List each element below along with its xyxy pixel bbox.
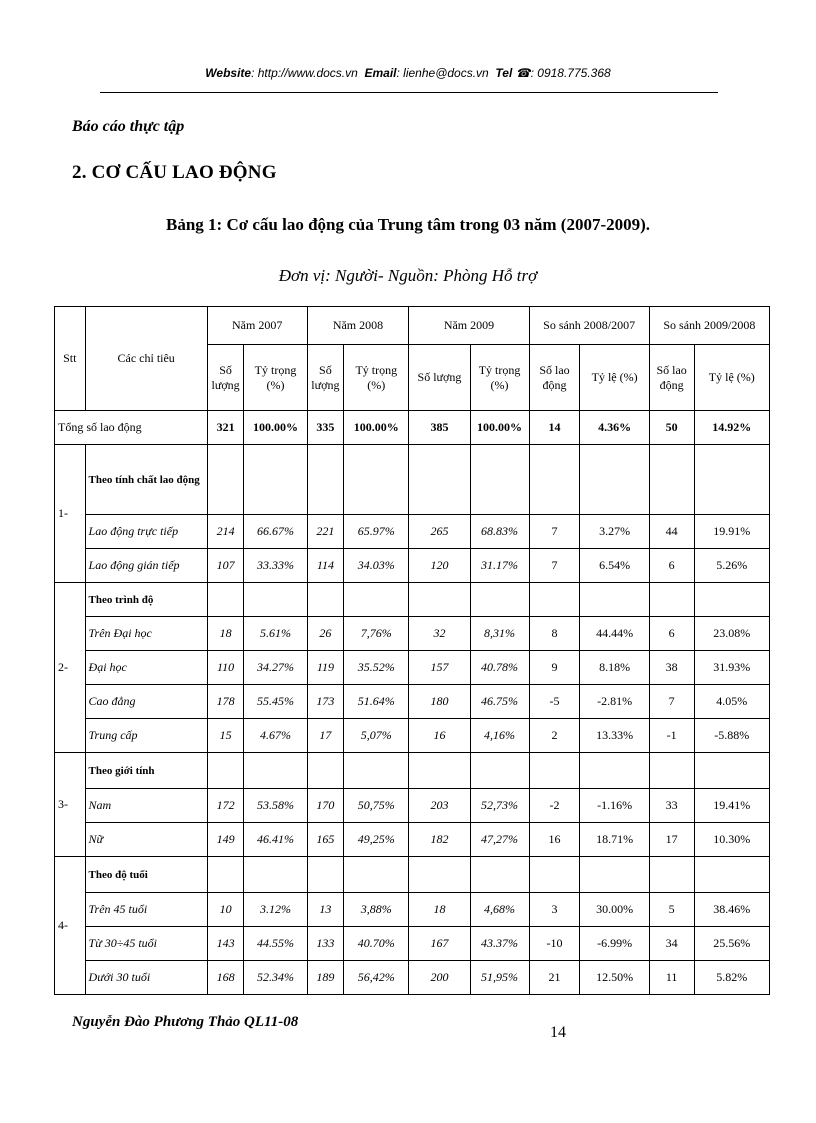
table-cell: 7 — [649, 685, 694, 719]
empty-cell — [470, 857, 529, 893]
table-cell: 10 — [207, 893, 244, 927]
table-row — [55, 617, 770, 651]
section-title-row — [55, 857, 770, 893]
table-row — [55, 685, 770, 719]
row-label: Trung cấp — [85, 719, 207, 753]
table-cell: -2 — [529, 789, 580, 823]
table-cell: 30.00% — [580, 893, 649, 927]
section-stt: 4- — [55, 857, 86, 995]
table-cell: 44.44% — [580, 617, 649, 651]
row-label: Cao đẳng — [85, 685, 207, 719]
table-cell: 26 — [307, 617, 344, 651]
table-cell: 173 — [307, 685, 344, 719]
website-value: : http://www.docs.vn — [251, 66, 358, 80]
table-cell: 33 — [649, 789, 694, 823]
table-cell: 44.55% — [244, 927, 307, 961]
table-cell: 7 — [529, 515, 580, 549]
table-cell: 100.00% — [244, 411, 307, 445]
table-cell: 15 — [207, 719, 244, 753]
empty-cell — [649, 857, 694, 893]
row-label: Đại học — [85, 651, 207, 685]
table-cell: 4,68% — [470, 893, 529, 927]
table-cell: 165 — [307, 823, 344, 857]
tel-label: Tel — [495, 66, 513, 80]
section-title: Theo trình độ — [85, 583, 207, 617]
empty-cell — [344, 583, 409, 617]
table-cell: 182 — [409, 823, 470, 857]
table-cell: 8 — [529, 617, 580, 651]
table-row — [55, 789, 770, 823]
table-cell: -1 — [649, 719, 694, 753]
empty-cell — [307, 753, 344, 789]
table-cell: 46.41% — [244, 823, 307, 857]
table-cell: 189 — [307, 961, 344, 995]
table-cell: 47,27% — [470, 823, 529, 857]
table-cell: 110 — [207, 651, 244, 685]
subheader: Tỷ lệ (%) — [580, 345, 649, 411]
header-group: Năm 2009 — [409, 307, 529, 345]
table-cell: 17 — [649, 823, 694, 857]
table-cell: 11 — [649, 961, 694, 995]
table-cell: -1.16% — [580, 789, 649, 823]
header-criteria: Các chỉ tiêu — [85, 307, 207, 411]
header-stt: Stt — [55, 307, 86, 411]
subheader: Tỷ trọng (%) — [244, 345, 307, 411]
empty-cell — [409, 753, 470, 789]
table-cell: 18 — [207, 617, 244, 651]
table-cell: 66.67% — [244, 515, 307, 549]
table-cell: 52,73% — [470, 789, 529, 823]
table-row — [55, 549, 770, 583]
table-cell: 168 — [207, 961, 244, 995]
table-cell: 34.03% — [344, 549, 409, 583]
table-cell: 18.71% — [580, 823, 649, 857]
table-cell: 44 — [649, 515, 694, 549]
table-cell: 33.33% — [244, 549, 307, 583]
table-cell: 180 — [409, 685, 470, 719]
row-label: Dưới 30 tuổi — [85, 961, 207, 995]
table-cell: 65.97% — [344, 515, 409, 549]
table-cell: 9 — [529, 651, 580, 685]
empty-cell — [344, 445, 409, 515]
section-title: Theo giới tính — [85, 753, 207, 789]
empty-cell — [694, 445, 769, 515]
empty-cell — [580, 445, 649, 515]
table-cell: 3.27% — [580, 515, 649, 549]
table-cell: -5 — [529, 685, 580, 719]
doc-label: Báo cáo thực tập — [72, 118, 185, 135]
table-cell: 68.83% — [470, 515, 529, 549]
empty-cell — [529, 857, 580, 893]
table-cell: 6 — [649, 617, 694, 651]
table-cell: 14 — [529, 411, 580, 445]
table-cell: 6.54% — [580, 549, 649, 583]
section-title-row — [55, 583, 770, 617]
header-group: Năm 2007 — [207, 307, 307, 345]
table-cell: 16 — [409, 719, 470, 753]
table-cell: 3 — [529, 893, 580, 927]
table-cell: 19.91% — [694, 515, 769, 549]
section-title-row — [55, 445, 770, 515]
website-label: Website — [205, 66, 252, 80]
table-row — [55, 893, 770, 927]
empty-cell — [470, 445, 529, 515]
table-cell: 50,75% — [344, 789, 409, 823]
page-number: 14 — [550, 1024, 566, 1041]
table-cell: 25.56% — [694, 927, 769, 961]
row-label: Trên 45 tuổi — [85, 893, 207, 927]
header-group: Năm 2008 — [307, 307, 409, 345]
table-cell: 4.05% — [694, 685, 769, 719]
table-cell: 2 — [529, 719, 580, 753]
table-cell: 143 — [207, 927, 244, 961]
row-label: Lao động trực tiếp — [85, 515, 207, 549]
subheader: Tỷ trọng (%) — [470, 345, 529, 411]
empty-cell — [529, 583, 580, 617]
email-value: : lienhe@docs.vn — [396, 66, 489, 80]
empty-cell — [470, 753, 529, 789]
empty-cell — [307, 583, 344, 617]
table-cell: 53.58% — [244, 789, 307, 823]
table-cell: 203 — [409, 789, 470, 823]
table-cell: 100.00% — [344, 411, 409, 445]
table-cell: 5.82% — [694, 961, 769, 995]
empty-cell — [344, 857, 409, 893]
subheader: Tỷ lệ (%) — [694, 345, 769, 411]
empty-cell — [694, 857, 769, 893]
table-row — [55, 927, 770, 961]
empty-cell — [244, 753, 307, 789]
table-cell: 12.50% — [580, 961, 649, 995]
table-cell: 40.78% — [470, 651, 529, 685]
table-cell: 8.18% — [580, 651, 649, 685]
empty-cell — [580, 753, 649, 789]
phone-icon: ☎ — [515, 66, 531, 80]
table-cell: 10.30% — [694, 823, 769, 857]
table-cell: 21 — [529, 961, 580, 995]
empty-cell — [244, 445, 307, 515]
tel-value: : 0918.775.368 — [530, 66, 611, 80]
subheader: Số lượng — [409, 345, 470, 411]
table-cell: 32 — [409, 617, 470, 651]
empty-cell — [649, 445, 694, 515]
table-cell: 265 — [409, 515, 470, 549]
section-title: Theo tính chất lao động — [85, 445, 207, 515]
header-group: So sánh 2008/2007 — [529, 307, 649, 345]
empty-cell — [580, 857, 649, 893]
empty-cell — [694, 753, 769, 789]
table-cell: 5.61% — [244, 617, 307, 651]
empty-cell — [649, 583, 694, 617]
table-cell: 51.64% — [344, 685, 409, 719]
table-cell: -10 — [529, 927, 580, 961]
table-cell: 114 — [307, 549, 344, 583]
table-cell: 119 — [307, 651, 344, 685]
table-cell: 157 — [409, 651, 470, 685]
table-cell: 18 — [409, 893, 470, 927]
empty-cell — [409, 857, 470, 893]
table-cell: 19.41% — [694, 789, 769, 823]
table-row — [55, 961, 770, 995]
table-cell: 172 — [207, 789, 244, 823]
table-cell: 34 — [649, 927, 694, 961]
table-cell: 35.52% — [344, 651, 409, 685]
table-cell: 120 — [409, 549, 470, 583]
empty-cell — [307, 857, 344, 893]
table-cell: 13.33% — [580, 719, 649, 753]
table-row — [55, 823, 770, 857]
row-label: Nam — [85, 789, 207, 823]
empty-cell — [307, 445, 344, 515]
table-row — [55, 515, 770, 549]
labor-structure-table — [54, 306, 770, 995]
empty-cell — [580, 583, 649, 617]
table-cell: 385 — [409, 411, 470, 445]
table-cell: -6.99% — [580, 927, 649, 961]
table-cell: 3,88% — [344, 893, 409, 927]
table-cell: 107 — [207, 549, 244, 583]
table-cell: -2.81% — [580, 685, 649, 719]
empty-cell — [409, 445, 470, 515]
empty-cell — [470, 583, 529, 617]
empty-cell — [694, 583, 769, 617]
empty-cell — [529, 445, 580, 515]
table-cell: 214 — [207, 515, 244, 549]
subheader: Số lượng — [307, 345, 344, 411]
empty-cell — [344, 753, 409, 789]
empty-cell — [649, 753, 694, 789]
table-cell: 52.34% — [244, 961, 307, 995]
table-title: Bảng 1: Cơ cấu lao động của Trung tâm trong 03 năm (2007-2009). — [165, 215, 651, 234]
row-label: Nữ — [85, 823, 207, 857]
table-cell: 8,31% — [470, 617, 529, 651]
table-cell: 40.70% — [344, 927, 409, 961]
table-cell: 178 — [207, 685, 244, 719]
table-cell: 13 — [307, 893, 344, 927]
table-cell: 100.00% — [470, 411, 529, 445]
table-unit: Đơn vị: Người- Nguồn: Phòng Hỗ trợ — [278, 266, 538, 285]
table-cell: 49,25% — [344, 823, 409, 857]
subheader: Số lao động — [529, 345, 580, 411]
table-cell: 149 — [207, 823, 244, 857]
row-label: Trên Đại học — [85, 617, 207, 651]
total-row — [55, 411, 770, 445]
section-title-row — [55, 753, 770, 789]
section-stt: 3- — [55, 753, 86, 857]
table-cell: 335 — [307, 411, 344, 445]
table-cell: 170 — [307, 789, 344, 823]
subheader: Số lượng — [207, 345, 244, 411]
table-cell: 34.27% — [244, 651, 307, 685]
table-cell: 23.08% — [694, 617, 769, 651]
table-cell: 46.75% — [470, 685, 529, 719]
page-header — [0, 66, 816, 80]
table-cell: 50 — [649, 411, 694, 445]
table-cell: 6 — [649, 549, 694, 583]
table-cell: 167 — [409, 927, 470, 961]
table-cell: 38 — [649, 651, 694, 685]
table-cell: 55.45% — [244, 685, 307, 719]
row-label: Từ 30÷45 tuổi — [85, 927, 207, 961]
email-label: Email — [364, 66, 397, 80]
table-cell: 5 — [649, 893, 694, 927]
table-cell: 31.93% — [694, 651, 769, 685]
empty-cell — [207, 857, 244, 893]
table-cell: 221 — [307, 515, 344, 549]
header-divider — [100, 92, 718, 93]
section-stt: 2- — [55, 583, 86, 753]
table-cell: 4,16% — [470, 719, 529, 753]
table-cell: 14.92% — [694, 411, 769, 445]
table-cell: 200 — [409, 961, 470, 995]
table-cell: 38.46% — [694, 893, 769, 927]
table-cell: 43.37% — [470, 927, 529, 961]
empty-cell — [207, 753, 244, 789]
table-cell: 17 — [307, 719, 344, 753]
table-row — [55, 719, 770, 753]
table-cell: 4.36% — [580, 411, 649, 445]
section-title: Theo độ tuổi — [85, 857, 207, 893]
section-stt: 1- — [55, 445, 86, 583]
table-cell: 51,95% — [470, 961, 529, 995]
empty-cell — [409, 583, 470, 617]
table-cell: 31.17% — [470, 549, 529, 583]
table-cell: 16 — [529, 823, 580, 857]
row-label: Lao động gián tiếp — [85, 549, 207, 583]
empty-cell — [244, 583, 307, 617]
header-group: So sánh 2009/2008 — [649, 307, 769, 345]
table-cell: 7,76% — [344, 617, 409, 651]
table-cell: 321 — [207, 411, 244, 445]
total-label: Tổng số lao động — [55, 411, 208, 445]
section-title: 2. CƠ CẤU LAO ĐỘNG — [72, 162, 277, 183]
subheader: Tỷ trọng (%) — [344, 345, 409, 411]
table-cell: 3.12% — [244, 893, 307, 927]
empty-cell — [244, 857, 307, 893]
table-cell: 5.26% — [694, 549, 769, 583]
table-cell: 56,42% — [344, 961, 409, 995]
subheader: Số lao động — [649, 345, 694, 411]
table-cell: 133 — [307, 927, 344, 961]
table-cell: 5,07% — [344, 719, 409, 753]
footer-author: Nguyễn Đào Phương Thảo QL11-08 — [72, 1014, 299, 1030]
table-cell: -5.88% — [694, 719, 769, 753]
table-row — [55, 651, 770, 685]
empty-cell — [207, 445, 244, 515]
empty-cell — [529, 753, 580, 789]
table-cell: 7 — [529, 549, 580, 583]
table-cell: 4.67% — [244, 719, 307, 753]
empty-cell — [207, 583, 244, 617]
